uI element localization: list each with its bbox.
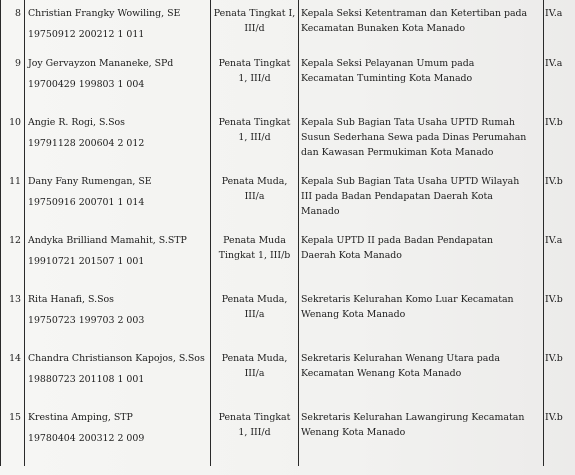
employee-nip: 19750916 200701 1 014 [28,197,145,208]
position-text: Sekretaris Kelurahan Wenang Utara pada Kecamatan Wenang Kota Manado [301,353,500,379]
employee-cell [25,288,211,347]
rank-cell [211,229,299,288]
employee-nip: 19880723 201108 1 001 [28,374,145,385]
employee-nip: 19780404 200312 2 009 [28,433,145,444]
grade-cell: IV.b [544,288,575,347]
employee-nip: 19750723 199703 2 003 [28,315,145,326]
grade-cell: IV.b [544,170,575,229]
rank-text: Penata Muda Tingkat 1, III/b [218,235,291,261]
table-row [1,170,575,229]
employee-name: Christian Frangky Wowiling, SE [28,8,181,19]
position-cell [299,111,544,170]
grade-cell: IV.a [544,0,575,52]
position-cell [299,170,544,229]
rank-cell [211,52,299,111]
employee-name: Joy Gervayzon Mananeke, SPd [28,58,174,69]
employee-nip: 19791128 200604 2 012 [28,138,145,149]
employee-nip: 19700429 199803 1 004 [28,79,145,90]
rank-cell [211,406,299,466]
rank-cell [211,0,299,52]
grade-cell: IV.a [544,52,575,111]
grade-cell: IV.a [544,229,575,288]
employee-nip: 19750912 200212 1 011 [28,29,145,40]
position-cell [299,52,544,111]
grade-cell: IV.b [544,347,575,406]
position-cell [299,0,544,52]
table-row [1,111,575,170]
grade-cell: IV.b [544,111,575,170]
employee-cell [25,52,211,111]
rank-text: Penata Muda, III/a [221,294,288,320]
position-text: Kepala Sub Bagian Tata Usaha UPTD Rumah Susun Sederhana Sewa pada Dinas Perumahan dan Kawasan Permukiman Kota Manado [301,117,527,158]
employee-nip: 19910721 201507 1 001 [28,256,145,267]
table-row [1,288,575,347]
position-text: Sekretaris Kelurahan Lawangirung Kecamatan Wenang Kota Manado [301,412,525,438]
rank-text: Penata Tingkat 1, III/d [218,58,291,84]
row-number: 12 [1,229,25,288]
position-text: Kepala Seksi Pelayanan Umum pada Kecamatan Tuminting Kota Manado [301,58,475,84]
rank-text: Penata Muda, III/a [221,176,288,202]
row-number: 14 [1,347,25,406]
employee-name: Chandra Christianson Kapojos, S.Sos [28,353,205,364]
employee-cell [25,170,211,229]
row-number: 11 [1,170,25,229]
employee-name: Krestina Amping, STP [28,412,133,423]
employee-name: Dany Fany Rumengan, SE [28,176,152,187]
rank-text: Penata Tingkat I, III/d [213,8,296,34]
position-text: Kepala Seksi Ketentraman dan Ketertiban pada Kecamatan Bunaken Kota Manado [301,8,528,34]
table-row [1,229,575,288]
employee-cell [25,0,211,52]
position-text: Kepala UPTD II pada Badan Pendapatan Daerah Kota Manado [301,235,494,261]
employee-cell [25,111,211,170]
row-number: 15 [1,406,25,466]
rank-cell [211,288,299,347]
table-row [1,406,575,466]
employee-cell [25,347,211,406]
row-number: 8 [1,0,25,52]
rank-cell [211,347,299,406]
employee-name: Angie R. Rogi, S.Sos [28,117,125,128]
employee-cell [25,229,211,288]
rank-text: Penata Muda, III/a [221,353,288,379]
employee-name: Rita Hanafi, S.Sos [28,294,114,305]
table-row [1,0,575,52]
position-cell [299,288,544,347]
rank-text: Penata Tingkat 1, III/d [218,412,291,438]
grade-cell: IV.b [544,406,575,466]
employee-name: Andyka Brilliand Mamahit, S.STP [28,235,187,246]
position-text: Kepala Sub Bagian Tata Usaha UPTD Wilayah III pada Badan Pendapatan Daerah Kota Manado [301,176,520,217]
rank-cell [211,170,299,229]
position-cell [299,406,544,466]
rank-cell [211,111,299,170]
employee-cell [25,406,211,466]
row-number: 10 [1,111,25,170]
position-text: Sekretaris Kelurahan Komo Luar Kecamatan Wenang Kota Manado [301,294,514,320]
position-cell [299,229,544,288]
row-number: 9 [1,52,25,111]
rank-text: Penata Tingkat 1, III/d [218,117,291,143]
table-row [1,347,575,406]
position-cell [299,347,544,406]
row-number: 13 [1,288,25,347]
table-row [1,52,575,111]
